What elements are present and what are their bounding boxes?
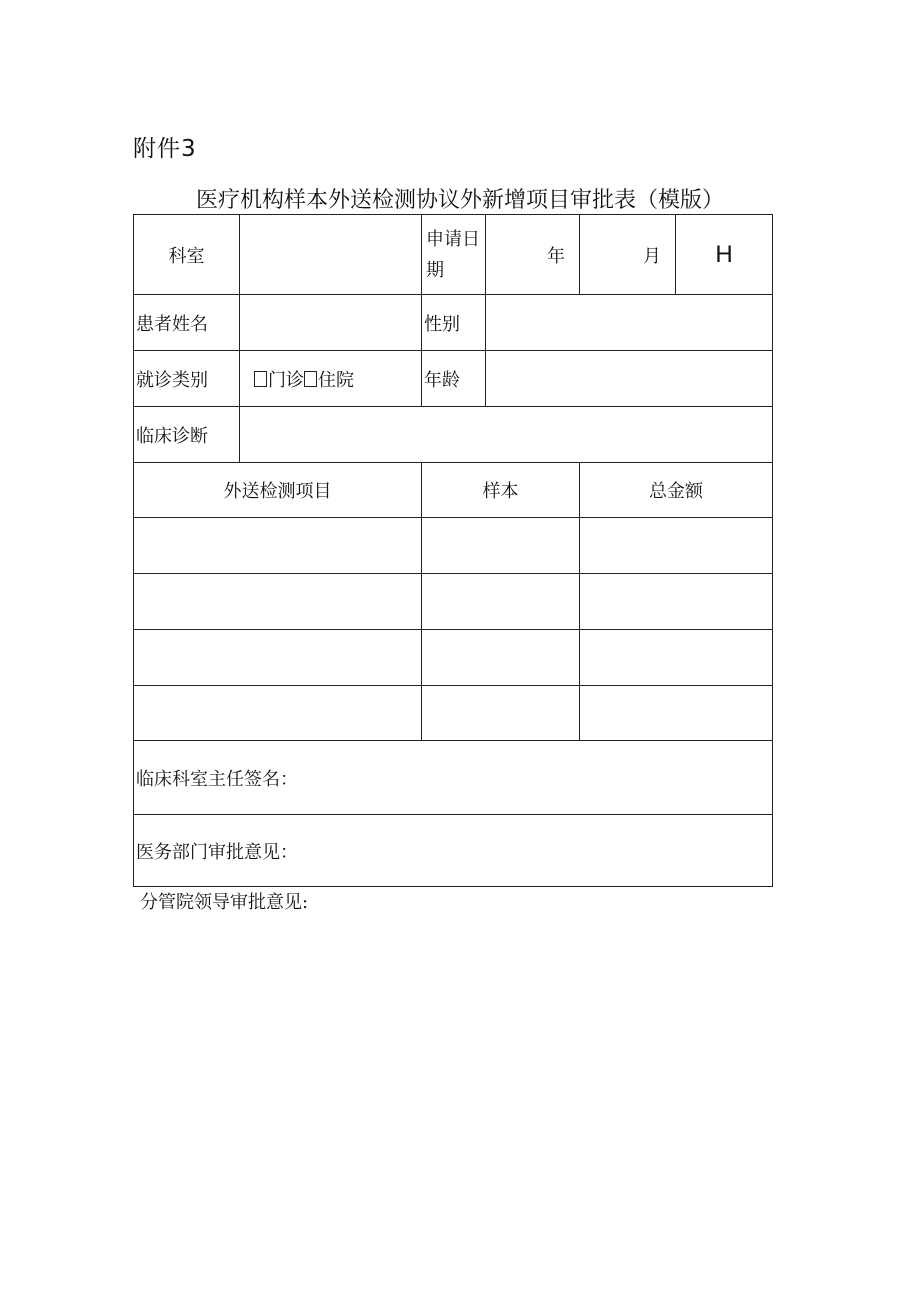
- item-amount-cell[interactable]: [580, 574, 773, 630]
- table-row: [134, 686, 773, 741]
- table-row: [134, 518, 773, 574]
- items-header-amount: 总金额: [580, 463, 773, 518]
- items-header-row: [134, 463, 773, 518]
- age-field[interactable]: [486, 351, 773, 407]
- row-dept-date: [134, 215, 773, 295]
- diagnosis-field[interactable]: [240, 407, 773, 463]
- diagnosis-label: 临床诊断: [134, 407, 240, 463]
- patient-name-label: 患者姓名: [134, 295, 240, 351]
- visit-type-label: 就诊类别: [134, 351, 240, 407]
- row-director-sign: [134, 741, 773, 815]
- dept-label: 科室: [134, 215, 240, 295]
- inpatient-option-label: 住院: [318, 369, 354, 391]
- item-amount-cell[interactable]: [580, 686, 773, 741]
- item-sample-cell[interactable]: [422, 686, 580, 741]
- approval-form-table: [133, 214, 773, 887]
- director-sign-field[interactable]: 临床科室主任签名：: [134, 741, 773, 815]
- attachment-label: 附件3: [133, 136, 197, 162]
- age-label: 年龄: [422, 351, 486, 407]
- outpatient-checkbox[interactable]: [254, 371, 267, 387]
- row-name-gender: [134, 295, 773, 351]
- item-project-cell[interactable]: [134, 574, 422, 630]
- item-amount-cell[interactable]: [580, 630, 773, 686]
- item-sample-cell[interactable]: [422, 574, 580, 630]
- items-header-sample: 样本: [422, 463, 580, 518]
- apply-date-line2: 期: [426, 259, 444, 281]
- outpatient-option-label: 门诊: [268, 369, 304, 391]
- item-project-cell[interactable]: [134, 518, 422, 574]
- apply-date-line1: 申请日: [426, 228, 480, 250]
- item-project-cell[interactable]: [134, 630, 422, 686]
- row-diagnosis: [134, 407, 773, 463]
- patient-name-field[interactable]: [240, 295, 422, 351]
- leader-opinion-label: 分管院领导审批意见:: [140, 892, 309, 913]
- apply-date-label: [422, 215, 486, 295]
- medical-dept-opinion-field[interactable]: 医务部门审批意见：: [134, 815, 773, 887]
- item-sample-cell[interactable]: [422, 630, 580, 686]
- dept-field[interactable]: [240, 215, 422, 295]
- item-sample-cell[interactable]: [422, 518, 580, 574]
- gender-field[interactable]: [486, 295, 773, 351]
- table-row: [134, 630, 773, 686]
- form-title: 医疗机构样本外送检测协议外新增项目审批表（模版）: [195, 188, 724, 213]
- month-field[interactable]: 月: [580, 215, 676, 295]
- row-visit-age: [134, 351, 773, 407]
- item-amount-cell[interactable]: [580, 518, 773, 574]
- item-project-cell[interactable]: [134, 686, 422, 741]
- day-field[interactable]: H: [676, 215, 773, 295]
- visit-type-options: [240, 351, 422, 407]
- table-row: [134, 574, 773, 630]
- row-medical-opinion: [134, 815, 773, 887]
- year-field[interactable]: 年: [486, 215, 580, 295]
- items-header-project: 外送检测项目: [134, 463, 422, 518]
- gender-label: 性别: [422, 295, 486, 351]
- inpatient-checkbox[interactable]: [304, 371, 317, 387]
